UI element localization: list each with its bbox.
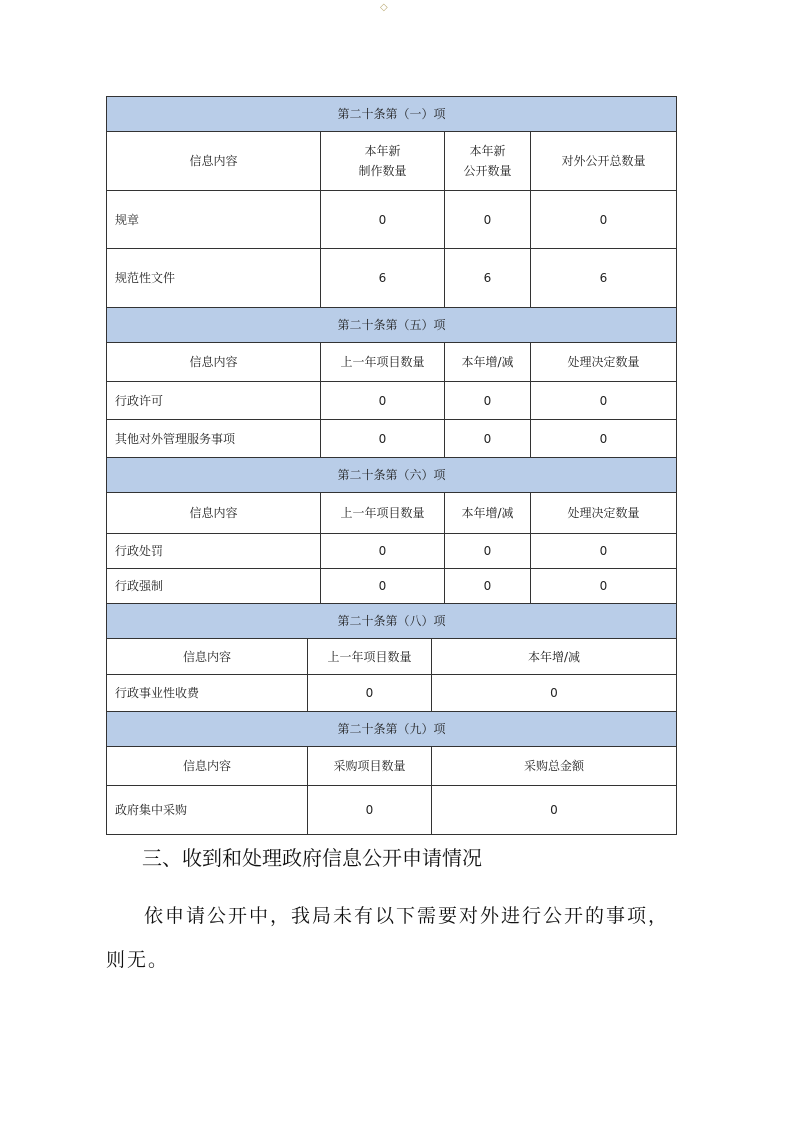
- table-row: [107, 786, 676, 834]
- row-label: 规章: [107, 191, 321, 248]
- table-cell: 0: [599, 544, 608, 558]
- table-cell: 6: [321, 249, 445, 307]
- row-label: 其他对外管理服务事项: [107, 420, 321, 457]
- table-header-row: [107, 343, 676, 382]
- disclosure-table: [106, 96, 677, 835]
- header-cell: 本年增/减: [445, 493, 531, 533]
- section-title: 第二十条第（六）项: [107, 458, 676, 493]
- table-row: [107, 420, 676, 457]
- row-label: 政府集中采购: [107, 786, 308, 834]
- table-cell: 0: [321, 382, 445, 419]
- table-row: [107, 249, 676, 307]
- table-cell: 0: [599, 431, 608, 446]
- table-cell: 0: [599, 579, 608, 593]
- section-title: 第二十条第（九）项: [107, 712, 676, 747]
- table-cell: 0: [445, 534, 531, 568]
- table-header-row: [107, 639, 676, 675]
- table-cell: 0: [599, 393, 608, 408]
- row-label: 行政许可: [107, 382, 321, 419]
- section-item-2: [107, 308, 676, 458]
- header-cell: 本年增/减: [445, 343, 531, 381]
- table-cell: 0: [321, 191, 445, 248]
- table-cell: 0: [445, 420, 531, 457]
- table-cell: 0: [321, 420, 445, 457]
- body-paragraph: 依申请公开中，我局未有以下需要对外进行公开的事项，则无。: [106, 905, 670, 971]
- header-cell: 采购项目数量: [308, 747, 432, 785]
- table-row: [107, 191, 676, 249]
- header-cell: 上一年项目数量: [321, 343, 445, 381]
- section-title: 第二十条第（八）项: [107, 604, 676, 639]
- table-cell: 0: [445, 569, 531, 603]
- table-row: [107, 534, 676, 569]
- table-cell: 0: [599, 212, 608, 227]
- header-cell: 信息内容: [107, 132, 321, 190]
- table-cell: 0: [321, 534, 445, 568]
- table-cell: 0: [308, 675, 432, 711]
- table-row: [107, 569, 676, 603]
- table-cell: 0: [308, 786, 432, 834]
- row-label: 规范性文件: [107, 249, 321, 307]
- row-label: 行政处罚: [107, 534, 321, 568]
- header-cell: 本年增/减: [527, 649, 581, 664]
- header-cell: 上一年项目数量: [321, 493, 445, 533]
- header-cell: 采购总金额: [523, 759, 584, 773]
- section-item-4: [107, 604, 676, 712]
- table-cell: 0: [445, 382, 531, 419]
- section-title: 第二十条第（五）项: [107, 308, 676, 343]
- scan-mark: ◇: [380, 2, 388, 13]
- table-cell: 0: [550, 803, 558, 817]
- table-header-row: [107, 493, 676, 534]
- table-header-row: [107, 132, 676, 191]
- table-cell: 0: [321, 569, 445, 603]
- table-row: [107, 382, 676, 420]
- section-item-1: [107, 97, 676, 308]
- section-heading: 三、收到和处理政府信息公开申请情况: [142, 846, 482, 870]
- table-cell: 0: [550, 686, 558, 700]
- row-label: 行政事业性收费: [107, 675, 308, 711]
- table-row: [107, 675, 676, 711]
- header-cell: 信息内容: [107, 493, 321, 533]
- header-cell: 处理决定数量: [567, 355, 640, 369]
- section-item-3: [107, 458, 676, 604]
- header-cell: 信息内容: [107, 343, 321, 381]
- header-cell: 本年新 公开数量: [445, 132, 531, 190]
- header-cell: 信息内容: [107, 639, 308, 674]
- table-header-row: [107, 747, 676, 786]
- table-cell: 6: [599, 271, 608, 285]
- table-cell: 0: [445, 191, 531, 248]
- header-cell: 处理决定数量: [567, 506, 640, 520]
- section-item-5: [107, 712, 676, 835]
- header-cell: 上一年项目数量: [308, 639, 432, 674]
- section-title: 第二十条第（一）项: [107, 97, 676, 132]
- row-label: 行政强制: [107, 569, 321, 603]
- table-cell: 6: [445, 249, 531, 307]
- header-cell: 信息内容: [107, 747, 308, 785]
- header-cell: 对外公开总数量: [561, 154, 646, 168]
- header-cell: 本年新 制作数量: [321, 132, 445, 190]
